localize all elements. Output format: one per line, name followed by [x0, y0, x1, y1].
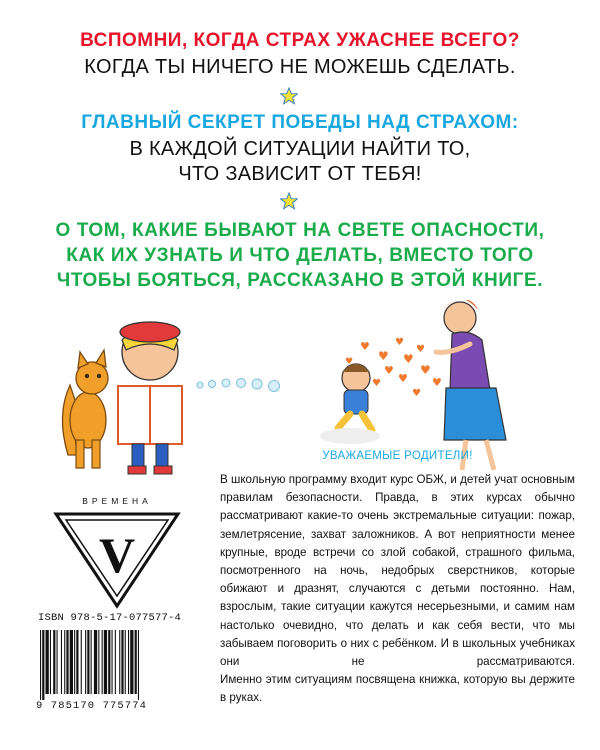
svg-text:♥: ♥ [360, 340, 370, 353]
svg-text:♥: ♥ [378, 349, 389, 363]
svg-text:♥: ♥ [395, 337, 404, 348]
svg-text:♥: ♥ [403, 352, 414, 366]
svg-text:♥: ♥ [345, 357, 354, 367]
heading-secret-line1: В КАЖДОЙ СИТУАЦИИ НАЙТИ ТО, [129, 138, 471, 160]
star-icon [280, 192, 298, 210]
bubbles-decoration [197, 379, 280, 392]
barcode-image [36, 630, 206, 700]
parents-notice [220, 450, 575, 708]
notice-paragraph: Именно этим ситуациям посвящена книжка, которую вы держите в руках. [220, 673, 575, 705]
heading-question: ВСПОМНИ, КОГДА СТРАХ УЖАСНЕЕ ВСЕГО? [80, 30, 520, 51]
heading-secret-line2: ЧТО ЗАВИСИТ ОТ ТЕБЯ! [178, 163, 422, 185]
cat-illustration [62, 350, 108, 468]
svg-text:♥: ♥ [398, 372, 408, 385]
svg-text:♥: ♥ [372, 378, 381, 389]
heading-green-line1: О ТОМ, КАКИЕ БЫВАЮТ НА СВЕТЕ ОПАСНОСТИ, [55, 220, 545, 241]
heading-secret-title: ГЛАВНЫЙ СЕКРЕТ ПОБЕДЫ НАД СТРАХОМ: [81, 112, 519, 133]
publisher-logo [52, 510, 182, 610]
heading-answer: КОГДА ТЫ НИЧЕГО НЕ МОЖЕШЬ СДЕЛАТЬ. [84, 56, 516, 78]
boy-reading-illustration [118, 322, 182, 474]
heading-green-line3: ЧТОБЫ БОЯТЬСЯ, РАССКАЗАНО В ЭТОЙ КНИГЕ. [56, 270, 544, 291]
publisher-name: ВРЕМЕНА [82, 496, 152, 506]
ean-number: 9 785170 775774 [36, 700, 148, 712]
mother-illustration [436, 300, 506, 470]
svg-text:♥: ♥ [432, 376, 442, 389]
svg-text:♥: ♥ [420, 363, 431, 377]
svg-text:♥: ♥ [412, 388, 421, 399]
publisher-logo-letter: V [98, 527, 136, 583]
notice-title: УВАЖАЕМЫЕ РОДИТЕЛИ! [322, 450, 473, 462]
svg-text:♥: ♥ [384, 364, 394, 377]
notice-paragraph: В школьную программу входит курс ОБЖ, и детей учат основным правилам безопасности. Правда, в этих курсах обычно рассматривают какие-то очень экстремальные ситуации: пожар, землетрясение, захват заложников. А вот неприятности менее крупные, вроде встречи со злой собакой, страшного фильма, посмотренного на ночь, недобрых сверстников, которые обижают и дразнят, случаются с детьми постоянно. Нам, взрослым, такие ситуации кажутся несерьезными, и самим нам настолько очевидно, что делать и как себя вести, что мы забываем поговорить о них с ребёнком. И в школьных учебниках они не рассматриваются. [220, 473, 575, 669]
heading-green-line2: КАК ИХ УЗНАТЬ И ЧТО ДЕЛАТЬ, ВМЕСТО ТОГО [66, 245, 534, 266]
isbn-text: ISBN 978-5-17-077577-4 [38, 612, 182, 624]
svg-text:♥: ♥ [416, 344, 425, 355]
star-icon [280, 87, 298, 105]
running-child-illustration [320, 364, 380, 444]
